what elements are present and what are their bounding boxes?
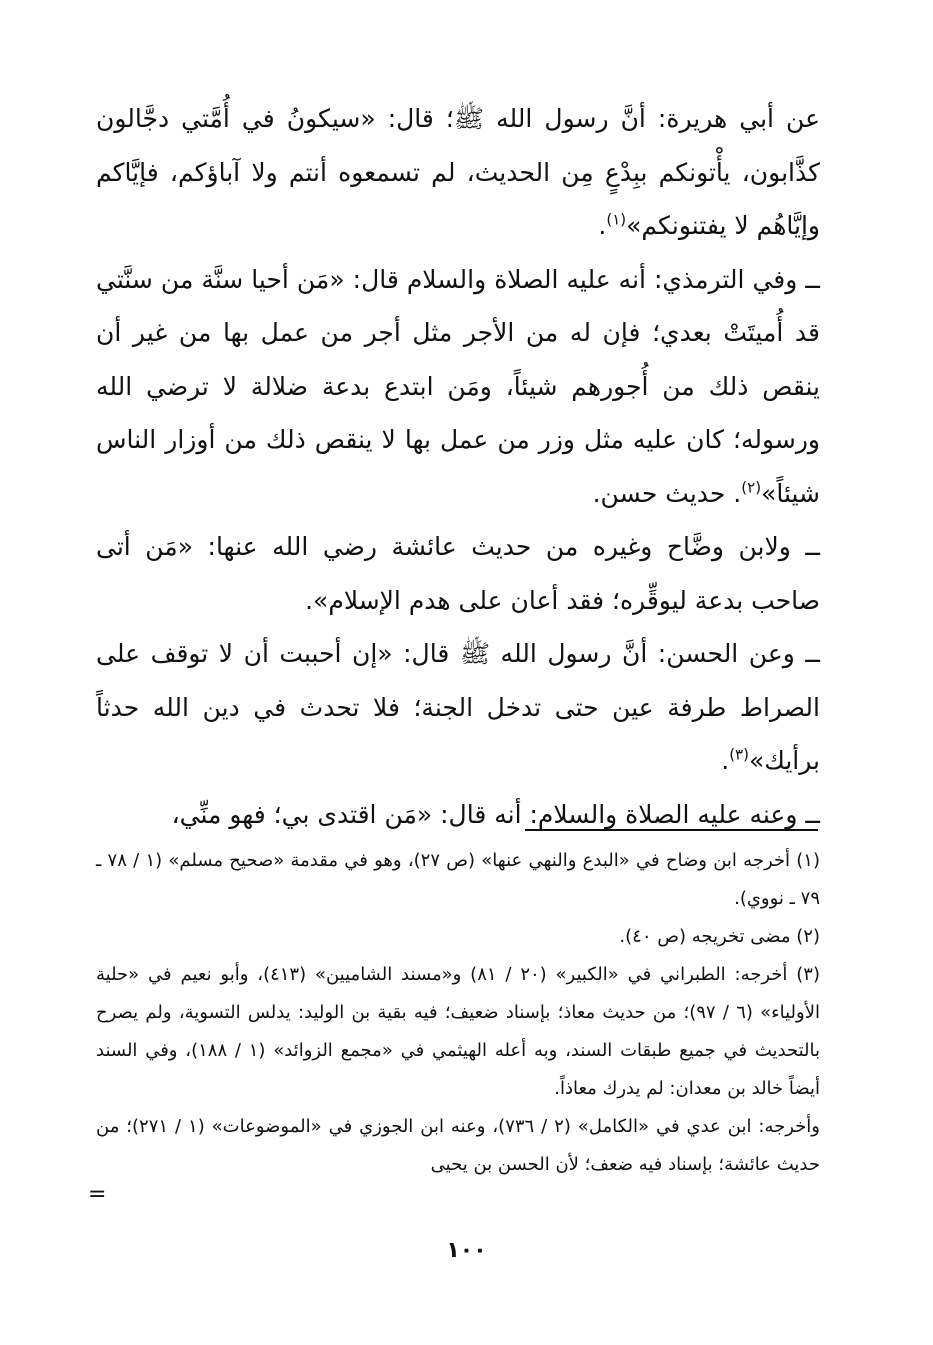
paragraph-text: ــ وعن الحسن: أنَّ رسول الله ﷺ قال: «إن أحببت أن لا توقف على الصراط طرفة عين حتى تدخل الجنة؛ فلا تحدث في دين الله حدثاً برأيك»: [96, 639, 820, 775]
footnote-divider: [525, 829, 818, 831]
footnotes-section: [96, 842, 820, 1184]
main-text-body: [96, 92, 820, 841]
paragraph-text: ــ وفي الترمذي: أنه عليه الصلاة والسلام قال: «مَن أحيا سنَّة من سنَّتي قد أُميتَتْ بعدي؛ فإن له من الأجر مثل أجر من عمل بها من غير أن ينقص ذلك من أُجورهم شيئاً، ومَن ابتدع بدعة ضلالة لا ترضي الله ورسوله؛ كان عليه مثل وزر من عمل بها لا ينقص ذلك من أوزار الناس شيئاً»: [96, 264, 820, 508]
paragraph-end: .: [721, 746, 730, 775]
paragraph-text: ــ وعنه عليه الصلاة والسلام: أنه قال: «مَن اقتدى بي؛ فهو منِّي،: [171, 799, 820, 829]
paragraph-end: . حديث حسن.: [592, 478, 742, 508]
page-number: ١٠٠: [446, 1238, 487, 1263]
paragraph-hasan: [96, 627, 820, 788]
paragraph-abu-hurayra: [96, 92, 820, 253]
paragraph-text: عن أبي هريرة: أنَّ رسول الله ﷺ؛ قال: «سيكونُ في أُمَّتي دجَّالون كذَّابون، يأْتونكم ببِدْعٍ مِن الحديث، لم تسمعوه أنتم ولا آباؤكم، فإيَّاكم وإيَّاهُم لا يفتنونكم»: [96, 104, 820, 240]
footnote-marker-1: (١): [606, 210, 627, 229]
paragraph-ibn-waddah: [96, 520, 820, 627]
footnote-marker-2: (٢): [741, 478, 762, 497]
continuation-mark: =: [88, 1182, 107, 1207]
footnote-1: (١) أخرجه ابن وضاح في «البدع والنهي عنها» (ص ٢٧)، وهو في مقدمة «صحيح مسلم» (١ / ٧٨ ـ ٧٩ ـ نووي).: [96, 850, 820, 909]
paragraph-end: .: [598, 211, 607, 240]
paragraph-tirmidhi: [96, 253, 820, 521]
paragraph-iqtada: [96, 788, 820, 842]
footnote-3-continuation: وأخرجه: ابن عدي في «الكامل» (٢ / ٧٣٦)، وعنه ابن الجوزي في «الموضوعات» (١ / ٢٧١)؛ من حديث عائشة؛ بإسناد فيه ضعف؛ لأن الحسن بن يحيى: [96, 1116, 820, 1175]
paragraph-text: ــ ولابن وضَّاح وغيره من حديث عائشة رضي الله عنها: «مَن أتى صاحب بدعة ليوقِّره؛ فقد أعان على هدم الإسلام».: [96, 532, 820, 615]
footnote-marker-3: (٣): [729, 745, 749, 764]
footnote-2: (٢) مضى تخريجه (ص ٤٠).: [619, 926, 820, 947]
footnote-3: (٣) أخرجه: الطبراني في «الكبير» (٢٠ / ٨١) و«مسند الشاميين» (٤١٣)، وأبو نعيم في «حلية الأولياء» (٦ / ٩٧)؛ من حديث معاذ؛ بإسناد ضعيف؛ فيه بقية بن الوليد: يدلس التسوية، ولم يصرح بالتحديث في جميع طبقات السند، وبه أعله الهيثمي في «مجمع الزوائد» (١ / ١٨٨)، وفي السند أيضاً خالد بن معدان: لم يدرك معاذاً.: [96, 964, 821, 1099]
